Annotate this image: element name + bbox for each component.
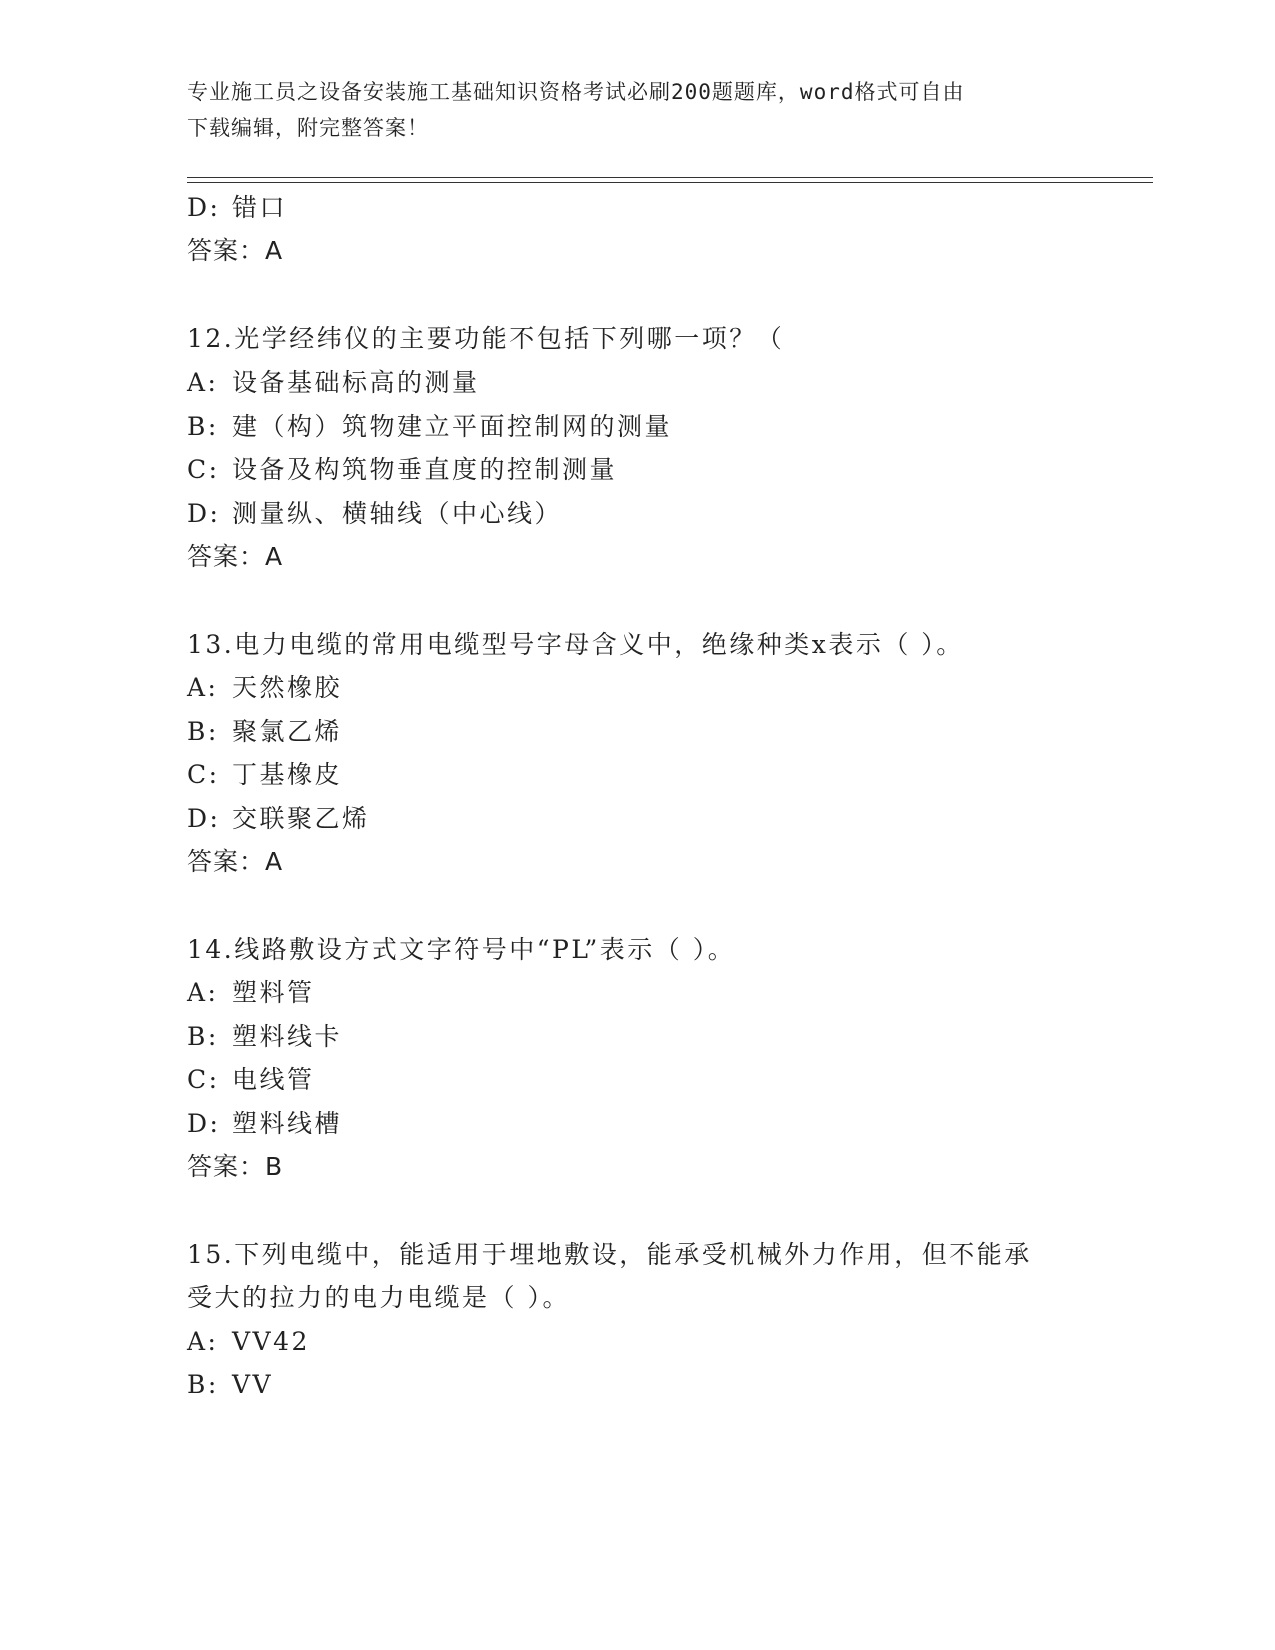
q13-option-a-text: 天然橡胶 bbox=[232, 673, 343, 702]
q12-option-b-label: B: bbox=[187, 412, 219, 441]
q12-option-d bbox=[187, 499, 562, 529]
q14-option-a-label: A: bbox=[187, 978, 219, 1007]
q14-option-b bbox=[187, 1022, 342, 1052]
q13-option-b bbox=[187, 717, 342, 747]
q14-option-a-text: 塑料管 bbox=[232, 978, 315, 1007]
q13-option-c-text: 丁基橡皮 bbox=[232, 760, 343, 789]
header-title-line-2: 下载编辑，附完整答案！ bbox=[187, 116, 429, 140]
q13-answer: 答案：A bbox=[187, 847, 284, 876]
q12-option-c-label: C: bbox=[187, 455, 220, 484]
q12-question: 12.光学经纬仪的主要功能不包括下列哪一项？（ bbox=[187, 324, 785, 353]
q15-option-a bbox=[187, 1327, 310, 1357]
q12-option-d-text: 测量纵、横轴线（中心线） bbox=[232, 499, 563, 528]
q12-option-b-text: 建（构）筑物建立平面控制网的测量 bbox=[232, 412, 673, 441]
q12-option-a-label: A: bbox=[187, 368, 219, 397]
q13-option-a bbox=[187, 673, 342, 703]
q14-option-a bbox=[187, 978, 315, 1008]
q12-answer: 答案：A bbox=[187, 542, 284, 571]
header-divider-top bbox=[187, 177, 1153, 178]
header-title-line-1: 专业施工员之设备安装施工基础知识资格考试必刷200题题库，word格式可自由 bbox=[187, 80, 965, 104]
q14-answer: 答案：B bbox=[187, 1152, 284, 1181]
q14-option-d-text: 塑料线槽 bbox=[232, 1109, 343, 1138]
q13-question: 13.电力电缆的常用电缆型号字母含义中，绝缘种类x表示（ ）。 bbox=[187, 630, 964, 659]
q13-option-b-label: B: bbox=[187, 717, 219, 746]
q15-option-b-label: B: bbox=[187, 1370, 219, 1399]
q15-question-line-2: 受大的拉力的电力电缆是（ ）。 bbox=[187, 1283, 570, 1312]
q15-question-line-1: 15.下列电缆中，能适用于埋地敷设，能承受机械外力作用，但不能承 bbox=[187, 1240, 1032, 1269]
document-header bbox=[187, 74, 1087, 146]
q14-option-d-label: D: bbox=[187, 1109, 221, 1138]
q13-option-d-text: 交联聚乙烯 bbox=[232, 804, 370, 833]
q11-option-d-label: D: bbox=[187, 193, 221, 222]
q12-option-d-label: D: bbox=[187, 499, 221, 528]
q15-option-a-label: A: bbox=[187, 1327, 219, 1356]
q13-option-a-label: A: bbox=[187, 673, 219, 702]
q12-option-a-text: 设备基础标高的测量 bbox=[232, 368, 480, 397]
q12-option-c bbox=[187, 455, 617, 485]
q15-option-b bbox=[187, 1370, 273, 1400]
q14-question: 14.线路敷设方式文字符号中“PL”表示（ ）。 bbox=[187, 935, 736, 964]
q14-option-c bbox=[187, 1065, 315, 1095]
q13-option-d bbox=[187, 804, 370, 834]
header-divider-bottom bbox=[187, 182, 1153, 183]
q15-option-a-text: VV42 bbox=[232, 1327, 310, 1356]
q11-answer: 答案：A bbox=[187, 236, 284, 265]
q14-option-d bbox=[187, 1109, 342, 1139]
q11-option-d bbox=[187, 193, 287, 223]
q13-option-c-label: C: bbox=[187, 760, 220, 789]
q14-option-c-label: C: bbox=[187, 1065, 220, 1094]
q14-option-c-text: 电线管 bbox=[232, 1065, 315, 1094]
q12-option-c-text: 设备及构筑物垂直度的控制测量 bbox=[232, 455, 618, 484]
q12-option-b bbox=[187, 412, 672, 442]
q13-option-d-label: D: bbox=[187, 804, 221, 833]
q14-option-b-text: 塑料线卡 bbox=[232, 1022, 343, 1051]
q12-option-a bbox=[187, 368, 480, 398]
q15-option-b-text: VV bbox=[232, 1370, 274, 1399]
q14-option-b-label: B: bbox=[187, 1022, 219, 1051]
q13-option-b-text: 聚氯乙烯 bbox=[232, 717, 343, 746]
q13-option-c bbox=[187, 760, 342, 790]
q11-option-d-text: 错口 bbox=[232, 193, 288, 222]
